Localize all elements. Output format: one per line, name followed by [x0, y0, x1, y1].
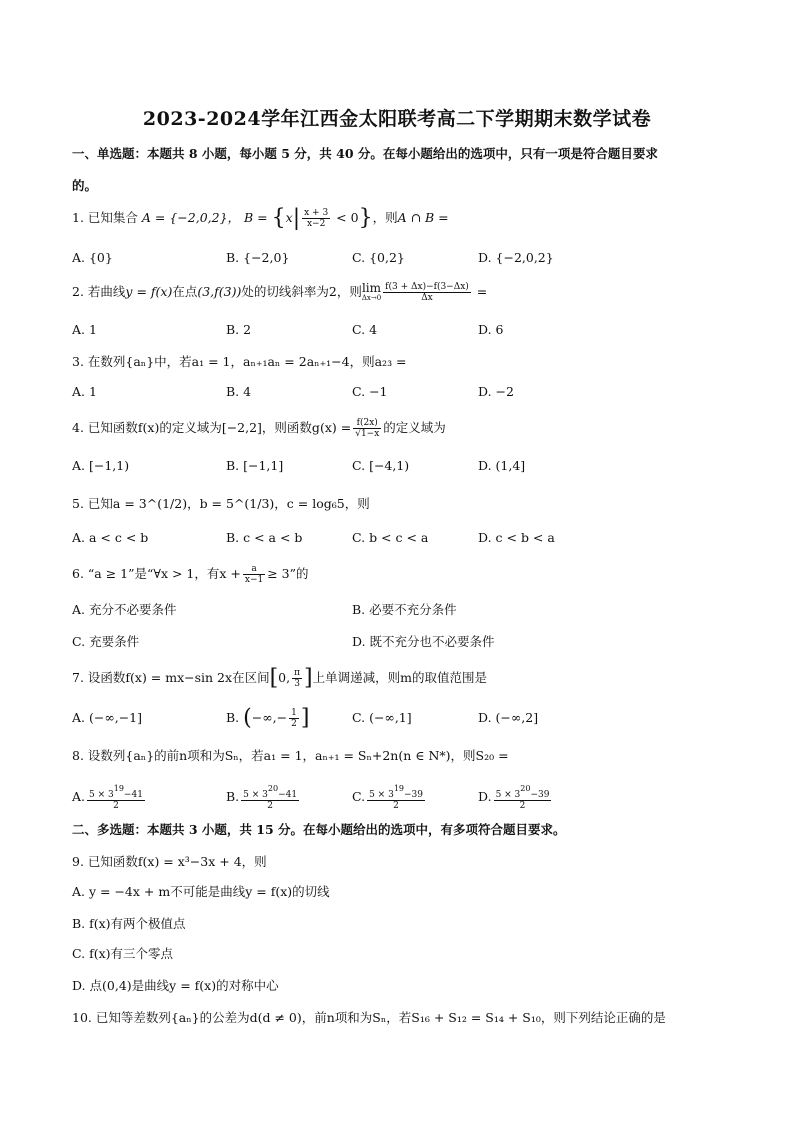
question-10: 10. 已知等差数列{aₙ}的公差为d(d ≠ 0)，前n项和为Sₙ，若S₁₆ + S₁₂ = S₁₄ + S₁₀，则下列结论正确的是: [72, 1010, 666, 1025]
question-5: 5. 已知a = 3^(1/2)，b = 5^(1/3)，c = log₆5，则: [72, 496, 370, 511]
q2-option-b[interactable]: B. 2: [226, 322, 252, 337]
section-1-heading-cont: 的。: [72, 178, 98, 193]
q7-option-a[interactable]: A. (−∞,−1]: [72, 710, 143, 725]
q5-option-b[interactable]: B. c < a < b: [226, 530, 303, 545]
q5-option-a[interactable]: A. a < c < b: [72, 530, 149, 545]
q7-option-b[interactable]: B. (−∞,− $\frac{1}{2}$ ]: [226, 705, 310, 731]
q8-option-d[interactable]: D. $\frac{5 \times 320-39}{2}$: [478, 784, 550, 811]
question-4: 4. 已知函数f(x)的定义域为[−2,2]，则函数g(x) = $\frac{f(2x)}{√1-x}$ 的定义域为: [72, 418, 446, 439]
q4-option-c[interactable]: C. [−4,1): [352, 458, 410, 473]
question-9: 9. 已知函数f(x) = x³−3x + 4，则: [72, 854, 267, 869]
q3-option-a[interactable]: A. 1: [72, 384, 97, 399]
q9-option-c[interactable]: C. f(x)有三个零点: [72, 946, 173, 961]
q1-option-b[interactable]: B. {−2,0}: [226, 250, 290, 265]
q6-option-c[interactable]: C. 充要条件: [72, 634, 140, 649]
q3-option-d[interactable]: D. −2: [478, 384, 514, 399]
q8-option-c[interactable]: C. $\frac{5 \times 319-39}{2}$: [352, 784, 423, 811]
q2-option-d[interactable]: D. 6: [478, 322, 504, 337]
q4-option-b[interactable]: B. [−1,1]: [226, 458, 284, 473]
q7-option-d[interactable]: D. (−∞,2]: [478, 710, 539, 725]
question-8: 8. 设数列{aₙ}的前n项和为Sₙ，若a₁ = 1，aₙ₊₁ = Sₙ+2n(n ∈ N*)，则S₂₀ =: [72, 748, 509, 763]
question-7: 7. 设函数f(x) = mx−sin 2x在区间[0, $\frac{\pi}{3}$ ]上单调递减，则m的取值范围是: [72, 665, 487, 691]
question-3: 3. 在数列{aₙ}中，若a₁ = 1，aₙ₊₁aₙ = 2aₙ₊₁−4，则a₂₃ =: [72, 354, 407, 369]
question-6: 6. “a ≥ 1”是“∀x > 1，有x + $\frac{a}{x-1}$ ≥ 3”的: [72, 564, 309, 585]
q2-option-a[interactable]: A. 1: [72, 322, 97, 337]
q5-option-d[interactable]: D. c < b < a: [478, 530, 555, 545]
q9-option-d[interactable]: D. 点(0,4)是曲线y = f(x)的对称中心: [72, 978, 279, 993]
q1-option-c[interactable]: C. {0,2}: [352, 250, 405, 265]
q6-option-a[interactable]: A. 充分不必要条件: [72, 602, 177, 617]
question-2: 2. 若曲线y = f(x)在点(3,f(3))处的切线斜率为2，则 lim Δx→0 $\frac{f(3 + \Delta x)-f(3-\Delta x)}{\Delta x}$ =: [72, 280, 488, 303]
q4-option-d[interactable]: D. (1,4]: [478, 458, 526, 473]
q9-option-b[interactable]: B. f(x)有两个极值点: [72, 916, 186, 931]
section-1-heading: 一、单选题：本题共 8 小题，每小题 5 分，共 40 分。在每小题给出的选项中，只有一项是符合题目要求: [72, 146, 658, 161]
question-1: 1. 已知集合 A = {−2,0,2}， B = {x| $\frac{x + 3}{x-2}$ < 0}，则A ∩ B =: [72, 205, 449, 231]
page-title: 2023-2024学年江西金太阳联考高二下学期期末数学试卷: [142, 108, 652, 130]
q5-option-c[interactable]: C. b < c < a: [352, 530, 429, 545]
q1-option-d[interactable]: D. {−2,0,2}: [478, 250, 554, 265]
q7-option-c[interactable]: C. (−∞,1]: [352, 710, 412, 725]
q1-option-a[interactable]: A. {0}: [72, 250, 113, 265]
q6-option-d[interactable]: D. 既不充分也不必要条件: [352, 634, 495, 649]
q8-option-a[interactable]: A. $\frac{5 \times 319-41}{2}$: [72, 784, 143, 811]
section-2-heading: 二、多选题：本题共 3 小题，共 15 分。在每小题给出的选项中，有多项符合题目要求。: [72, 822, 566, 837]
q3-option-b[interactable]: B. 4: [226, 384, 252, 399]
q3-option-c[interactable]: C. −1: [352, 384, 388, 399]
q4-option-a[interactable]: A. [−1,1): [72, 458, 130, 473]
q8-option-b[interactable]: B. $\frac{5 \times 320-41}{2}$: [226, 784, 298, 811]
q9-option-a[interactable]: A. y = −4x + m不可能是曲线y = f(x)的切线: [72, 884, 330, 899]
q6-option-b[interactable]: B. 必要不充分条件: [352, 602, 457, 617]
q2-option-c[interactable]: C. 4: [352, 322, 378, 337]
